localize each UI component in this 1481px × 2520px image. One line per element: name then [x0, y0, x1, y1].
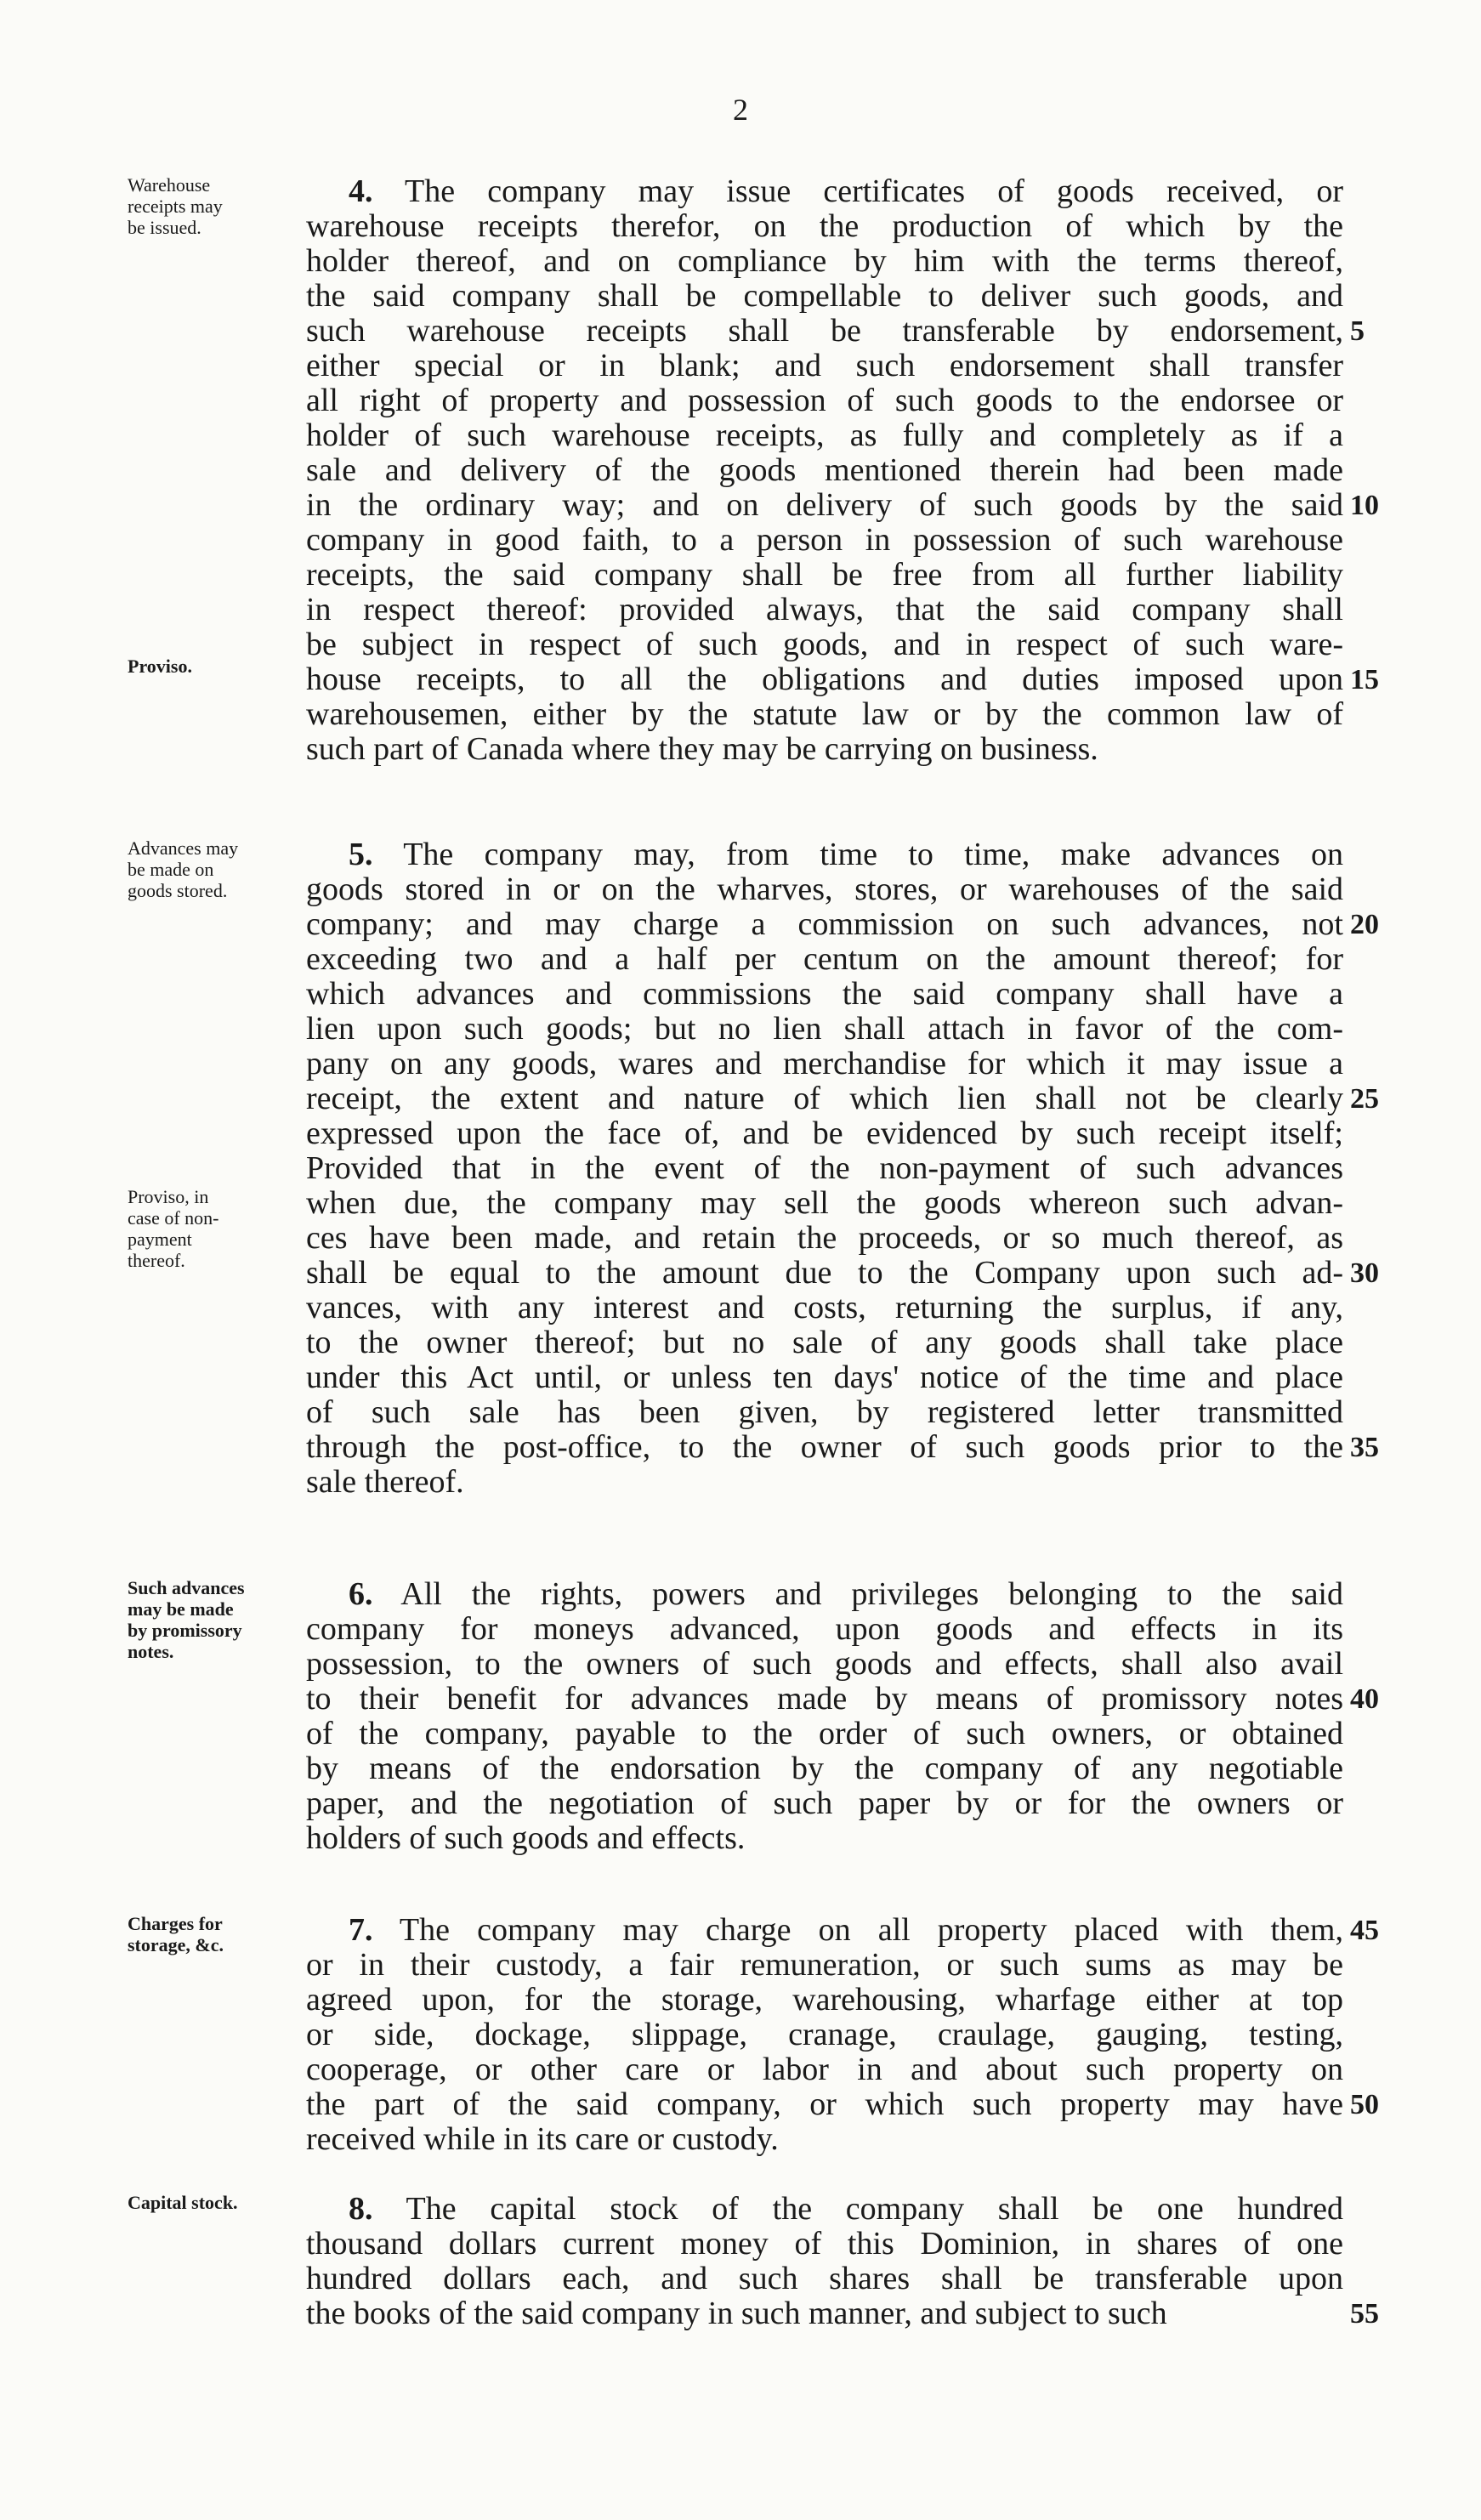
line-text: The company may charge on all property placed with them,: [399, 1912, 1343, 1948]
text-line: [306, 732, 1343, 767]
line-text: The capital stock of the company shall be one hundred: [406, 2191, 1343, 2227]
line-text: All the rights, powers and privileges belonging to the said: [400, 1576, 1343, 1612]
section-number: 7.: [349, 1912, 373, 1948]
line-text: thousand dollars current money of this Dominion, in shares of one: [306, 2226, 1343, 2262]
text-line: [306, 593, 1343, 627]
line-text: in the ordinary way; and on delivery of such goods by the said: [306, 487, 1343, 523]
line-number: 40: [1350, 1683, 1379, 1715]
text-line: [306, 1116, 1343, 1151]
text-line: [306, 1081, 1343, 1116]
line-number: 20: [1350, 909, 1379, 940]
text-line: [306, 697, 1343, 732]
section-number: 6.: [349, 1576, 373, 1612]
text-line: [306, 558, 1343, 593]
margin-note: Advances may be made on goods stored.: [128, 837, 239, 901]
text-line: [306, 2087, 1343, 2122]
line-text: company; and may charge a commission on such advances, not: [306, 906, 1343, 942]
text-line: [306, 383, 1343, 418]
line-text: shall be equal to the amount due to the Company upon such ad-: [306, 1255, 1343, 1291]
text-line: [306, 2018, 1343, 2052]
text-line: [306, 1612, 1343, 1647]
line-text: cooperage, or other care or labor in and about such property on: [306, 2052, 1343, 2087]
line-text: to their benefit for advances made by means of promissory notes: [306, 1681, 1343, 1717]
text-line: [306, 1360, 1343, 1395]
line-text: company in good faith, to a person in possession of such warehouse: [306, 522, 1343, 558]
text-line: [306, 488, 1343, 523]
line-text: such part of Canada where they may be carrying on business.: [306, 731, 1098, 767]
line-text: or side, dockage, slippage, cranage, craulage, gauging, testing,: [306, 2017, 1343, 2052]
line-text: possession, to the owners of such goods and effects, shall also avail: [306, 1646, 1343, 1682]
line-text: exceeding two and a half per centum on the amount thereof; for: [306, 941, 1343, 977]
text-line: [306, 662, 1343, 697]
line-text: to the owner thereof; but no sale of any goods shall take place: [306, 1325, 1343, 1360]
line-number: 45: [1350, 1915, 1379, 1946]
line-text: the books of the said company in such manner, and subject to such: [306, 2296, 1167, 2331]
line-text: goods stored in or on the wharves, stores, or warehouses of the said: [306, 871, 1343, 907]
text-line: [349, 837, 1343, 872]
text-line: [306, 2262, 1343, 2296]
line-text: through the post-office, to the owner of such goods prior to the: [306, 1429, 1343, 1465]
line-text: The company may issue certificates of goods received, or: [404, 173, 1343, 209]
text-line: [306, 1821, 1343, 1856]
text-line: [306, 1751, 1343, 1786]
line-text: which advances and commissions the said company shall have a: [306, 976, 1343, 1012]
line-text: The company may, from time to time, make advances on: [403, 837, 1343, 872]
line-text: receipt, the extent and nature of which lien shall not be clearly: [306, 1081, 1343, 1116]
margin-note: Warehouse receipts may be issued.: [128, 174, 223, 238]
line-text: such warehouse receipts shall be transferable by endorsement,: [306, 313, 1343, 349]
margin-note: Capital stock.: [128, 2192, 238, 2213]
section-number: 8.: [349, 2191, 373, 2227]
line-text: under this Act until, or unless ten days' notice of the time and place: [306, 1359, 1343, 1395]
text-line: [306, 1647, 1343, 1682]
line-number: 15: [1350, 664, 1379, 695]
line-number: 55: [1350, 2298, 1379, 2330]
line-text: lien upon such goods; but no lien shall attach in favor of the com-: [306, 1011, 1343, 1047]
text-line: [349, 1577, 1343, 1612]
text-line: [306, 2122, 1343, 2157]
text-line: [306, 907, 1343, 942]
line-text: holder thereof, and on compliance by him with the terms thereof,: [306, 243, 1343, 279]
line-text: vances, with any interest and costs, returning the surplus, if any,: [306, 1290, 1343, 1325]
line-text: hundred dollars each, and such shares shall be transferable upon: [306, 2261, 1343, 2296]
text-line: [306, 1717, 1343, 1751]
text-line: [306, 1186, 1343, 1221]
text-line: [306, 1983, 1343, 2018]
line-text: or in their custody, a fair remuneration, or such sums as may be: [306, 1947, 1343, 1983]
line-text: the part of the said company, or which such property may have: [306, 2086, 1343, 2122]
text-line: [306, 977, 1343, 1012]
text-line: [306, 2227, 1343, 2262]
text-line: [306, 1430, 1343, 1465]
text-line: [306, 523, 1343, 558]
text-line: [306, 1291, 1343, 1325]
line-text: Provided that in the event of the non-payment of such advances: [306, 1150, 1343, 1186]
line-text: when due, the company may sell the goods whereon such advan-: [306, 1185, 1343, 1221]
text-line: [306, 1395, 1343, 1430]
margin-note: Charges for storage, &c.: [128, 1913, 224, 1955]
line-number: 50: [1350, 2089, 1379, 2120]
text-line: [306, 2052, 1343, 2087]
text-line: [306, 314, 1343, 349]
line-text: pany on any goods, wares and merchandise for which it may issue a: [306, 1046, 1343, 1081]
text-line: [306, 349, 1343, 383]
line-text: warehousemen, either by the statute law or by the common law of: [306, 696, 1343, 732]
text-line: [306, 1682, 1343, 1717]
text-line: [306, 1151, 1343, 1186]
text-line: [306, 1256, 1343, 1291]
line-text: received while in its care or custody.: [306, 2121, 779, 2157]
section-number: 4.: [349, 173, 373, 209]
line-number: 35: [1350, 1432, 1379, 1463]
text-line: [306, 942, 1343, 977]
margin-note: Proviso.: [128, 656, 192, 677]
line-text: house receipts, to all the obligations and duties imposed upon: [306, 661, 1343, 697]
text-line: [306, 1948, 1343, 1983]
text-line: [306, 1012, 1343, 1047]
line-number: 25: [1350, 1083, 1379, 1115]
text-line: [306, 872, 1343, 907]
line-text: of such sale has been given, by registered letter transmitted: [306, 1394, 1343, 1430]
line-number: 10: [1350, 490, 1379, 521]
text-line: [349, 174, 1343, 209]
line-text: receipts, the said company shall be free from all further liability: [306, 557, 1343, 593]
line-text: holder of such warehouse receipts, as fully and completely as if a: [306, 417, 1343, 453]
text-line: [306, 453, 1343, 488]
text-line: [349, 2192, 1343, 2227]
line-text: warehouse receipts therefor, on the production of which by the: [306, 208, 1343, 244]
line-text: by means of the endorsation by the company of any negotiable: [306, 1751, 1343, 1786]
text-line: [306, 279, 1343, 314]
line-text: holders of such goods and effects.: [306, 1820, 746, 1856]
line-number: 5: [1350, 315, 1365, 347]
text-line: [306, 1325, 1343, 1360]
line-text: paper, and the negotiation of such paper by or for the owners or: [306, 1785, 1343, 1821]
line-text: company for moneys advanced, upon goods and effects in its: [306, 1611, 1343, 1647]
line-text: be subject in respect of such goods, and in respect of such ware-: [306, 627, 1343, 662]
margin-note: Such advances may be made by promissory notes.: [128, 1577, 245, 1662]
text-line: [306, 209, 1343, 244]
text-line: [349, 1913, 1343, 1948]
line-text: of the company, payable to the order of such owners, or obtained: [306, 1716, 1343, 1751]
line-text: agreed upon, for the storage, warehousing, wharfage either at top: [306, 1982, 1343, 2018]
line-text: in respect thereof: provided always, that the said company shall: [306, 592, 1343, 627]
text-line: [306, 418, 1343, 453]
line-text: expressed upon the face of, and be evidenced by such receipt itself;: [306, 1115, 1343, 1151]
text-line: [306, 244, 1343, 279]
line-number: 30: [1350, 1257, 1379, 1289]
line-text: all right of property and possession of such goods to the endorsee or: [306, 383, 1343, 418]
page-number: 2: [733, 93, 748, 127]
text-line: [306, 1786, 1343, 1821]
section-number: 5.: [349, 837, 373, 872]
margin-note: Proviso, in case of non- payment thereof.: [128, 1186, 219, 1271]
text-line: [306, 1465, 1343, 1500]
line-text: the said company shall be compellable to deliver such goods, and: [306, 278, 1343, 314]
text-line: [306, 1221, 1343, 1256]
text-line: [306, 627, 1343, 662]
line-text: either special or in blank; and such endorsement shall transfer: [306, 348, 1343, 383]
line-text: sale and delivery of the goods mentioned therein had been made: [306, 452, 1343, 488]
line-text: sale thereof.: [306, 1464, 464, 1500]
line-text: ces have been made, and retain the proceeds, or so much thereof, as: [306, 1220, 1343, 1256]
text-line: [306, 1047, 1343, 1081]
text-line: [306, 2296, 1343, 2331]
